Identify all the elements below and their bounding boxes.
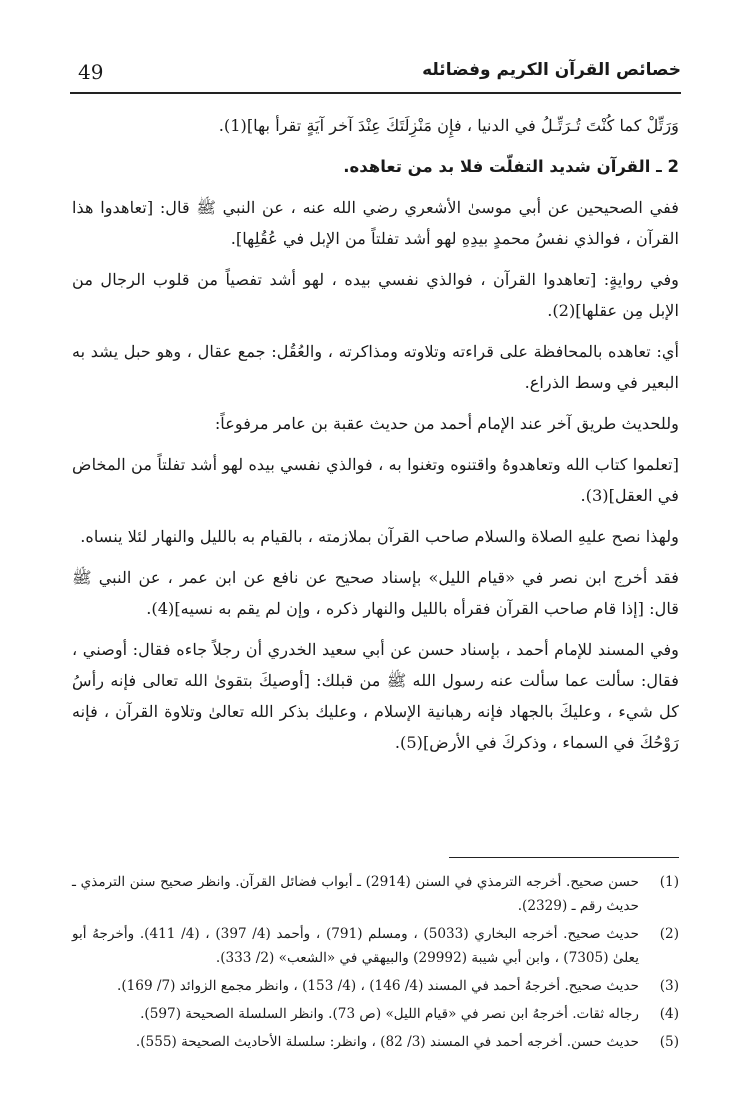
footnote-text: حسن صحيح. أخرجه الترمذي في السنن (2914) ـ أبواب فضائل القرآن. وانظر صحيح سنن الترمذي ـ حديث رقم ـ (2329). bbox=[72, 874, 639, 914]
footnote-item bbox=[72, 974, 679, 998]
paragraph: فقد أخرج ابن نصر في «قيام الليل» بإسناد صحيح عن نافع عن ابن عمر ، عن النبي ﷺ قال: [إذا قام صاحب القرآن فقرأه بالليل والنهار ذكره ، وإن لم يقم به نسيه](4). bbox=[72, 568, 679, 618]
paragraph: ولهذا نصح عليهِ الصلاة والسلام صاحب القرآن بملازمته ، بالقيام به بالليل والنهار لئلا ينساه. bbox=[80, 527, 679, 546]
paragraph: ففي الصحيحين عن أبي موسىٰ الأشعري رضي الله عنه ، عن النبي ﷺ قال: [تعاهدوا هذا القرآن ، فوالذي نفسُ محمدٍ بيدِهِ لهو أشد تفلتاً من الإبل في عُقُلِها]. bbox=[72, 198, 679, 248]
footnote-item bbox=[72, 1030, 679, 1054]
page-number: 49 bbox=[78, 60, 104, 84]
footnote-text: حديث صحيح. أخرجهُ أحمد في المسند (4/ 146) ، (4/ 153) ، وانظر مجمع الزوائد (7/ 169). bbox=[117, 978, 639, 994]
paragraph: أي: تعاهده بالمحافظة على قراءته وتلاوته ومذاكرته ، والعُقُل: جمع عقال ، وهو حبل يشد به البعير في وسط الذراع. bbox=[72, 342, 679, 392]
footnotes bbox=[72, 870, 679, 1058]
footnote-item bbox=[72, 1002, 679, 1026]
paragraph: وفي المسند للإمام أحمد ، بإسناد حسن عن أبي سعيد الخدري أن رجلاً جاءه فقال: أوصني ، فقال: سألت عما سألت عنه رسول الله ﷺ من قبلك: [أوصيكَ بتقوىٰ الله تعالى فإنه رأسُ كل شيء ، وعليكَ بالجهاد فإنه رهبانية الإسلام ، وعليك بذكر الله تعالىٰ وتلاوة القرآن ، فإنه رَوْحُكَ في السماء ، وذكركَ في الأرض](5). bbox=[72, 640, 679, 752]
footnote-divider bbox=[449, 857, 679, 858]
footnote-number: (5) bbox=[659, 1034, 679, 1050]
main-text bbox=[72, 110, 679, 768]
paragraph: وللحديث طريق آخر عند الإمام أحمد من حديث عقبة بن عامر مرفوعاً: bbox=[214, 414, 679, 433]
paragraph: وَرَتِّلْ كما كُنْتَ تُـرَتِّـلُ في الدنيا ، فإِن مَنْزِلَتَكَ عِنْدَ آخر آيَةٍ تقرأ بها](1). bbox=[218, 116, 679, 135]
footnote-number: (1) bbox=[659, 874, 679, 890]
running-title: خصائص القرآن الكريم وفضائله bbox=[422, 60, 681, 80]
footnote-item bbox=[72, 922, 679, 970]
footnote-text: حديث حسن. أخرجه أحمد في المسند (3/ 82) ، وانظر: سلسلة الأحاديث الصحيحة (555). bbox=[135, 1034, 639, 1050]
footnote-number: (2) bbox=[659, 926, 679, 942]
paragraph: وفي روايةٍ: [تعاهدوا القرآن ، فوالذي نفسي بيده ، لهو أشد تفصياً من قلوب الرجال من الإبل مِن عقلها](2). bbox=[72, 270, 679, 320]
page-header bbox=[70, 58, 681, 94]
footnote-number: (3) bbox=[659, 978, 679, 994]
footnote-text: حديث صحيح. أخرجه البخاري (5033) ، ومسلم (791) ، وأحمد (4/ 397) ، (4/ 411). وأخرجهُ أبو يعلىٰ (7305) ، وابن أبي شيبة (29992) والبيهقي في «الشعب» (2/ 333). bbox=[72, 926, 640, 966]
section-heading: 2 ـ القرآن شديد التفلّت فلا بد من تعاهده. bbox=[343, 157, 679, 176]
footnote-item bbox=[72, 870, 679, 918]
footnote-text: رجاله ثقات. أخرجهُ ابن نصر في «قيام الليل» (ص 73). وانظر السلسلة الصحيحة (597). bbox=[140, 1006, 639, 1022]
footnote-number: (4) bbox=[659, 1006, 679, 1022]
paragraph: [تعلموا كتاب الله وتعاهدوهُ واقتنوه وتغنوا به ، فوالذي نفسي بيده لهو أشد تفلتاً من المخاض في العقل](3). bbox=[72, 455, 679, 505]
